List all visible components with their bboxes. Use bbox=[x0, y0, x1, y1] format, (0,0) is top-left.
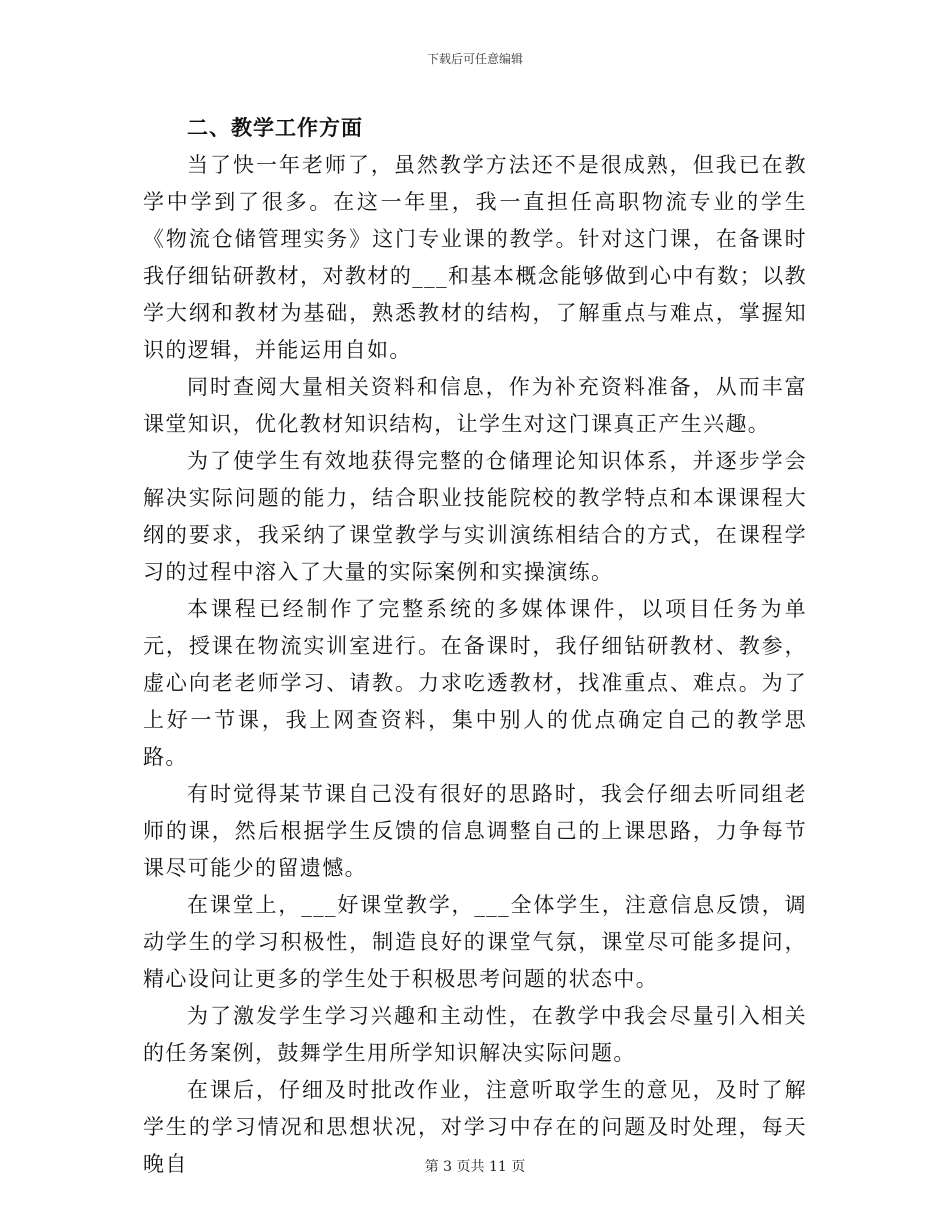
paragraph: 本课程已经制作了完整系统的多媒体课件，以项目任务为单元，授课在物流实训室进行。在备课时，我仔细钻研教材、教参，虚心向老老师学习、请教。力求吃透教材，找准重点、难点。为了上好一节课，我上网查资料，集中别人的优点确定自己的教学思路。 bbox=[143, 597, 807, 769]
document-body bbox=[143, 110, 807, 1183]
paragraph: 有时觉得某节课自己没有很好的思路时，我会仔细去听同组老师的课，然后根据学生反馈的信息调整自己的上课思路，力争每节课尽可能少的留遗憾。 bbox=[143, 782, 807, 880]
page-number: 第 3 页共 11 页 bbox=[424, 1159, 526, 1175]
paragraph: 为了使学生有效地获得完整的仓储理论知识体系，并逐步学会解决实际问题的能力，结合职业技能院校的教学特点和本课课程大纲的要求，我采纳了课堂教学与实训演练相结合的方式，在课程学习的过程中溶入了大量的实际案例和实操演练。 bbox=[143, 449, 807, 584]
paragraph: 当了快一年老师了，虽然教学方法还不是很成熟，但我已在教学中学到了很多。在这一年里，我一直担任高职物流专业的学生《物流仓储管理实务》这门专业课的教学。针对这门课，在备课时我仔细钻研教材，对教材的___和基本概念能够做到心中有数；以教学大纲和教材为基础，熟悉教材的结构，了解重点与难点，掌握知识的逻辑，并能运用自如。 bbox=[143, 153, 807, 362]
paragraph: 为了激发学生学习兴趣和主动性，在教学中我会尽量引入相关的任务案例，鼓舞学生用所学知识解决实际问题。 bbox=[143, 1004, 807, 1065]
section-heading: 二、教学工作方面 bbox=[187, 116, 363, 140]
paragraph: 在课后，仔细及时批改作业，注意听取学生的意见，及时了解学生的学习情况和思想状况，对学习中存在的问题及时处理，每天晚自 bbox=[143, 1078, 807, 1176]
paragraph: 同时查阅大量相关资料和信息，作为补充资料准备，从而丰富课堂知识，优化教材知识结构，让学生对这门课真正产生兴趣。 bbox=[143, 375, 807, 436]
paragraph: 在课堂上，___好课堂教学，___全体学生，注意信息反馈，调动学生的学习积极性，制造良好的课堂气氛，课堂尽可能多提问，精心设问让更多的学生处于积极思考问题的状态中。 bbox=[143, 893, 807, 991]
page-header-note: 下载后可任意编辑 bbox=[426, 52, 523, 66]
